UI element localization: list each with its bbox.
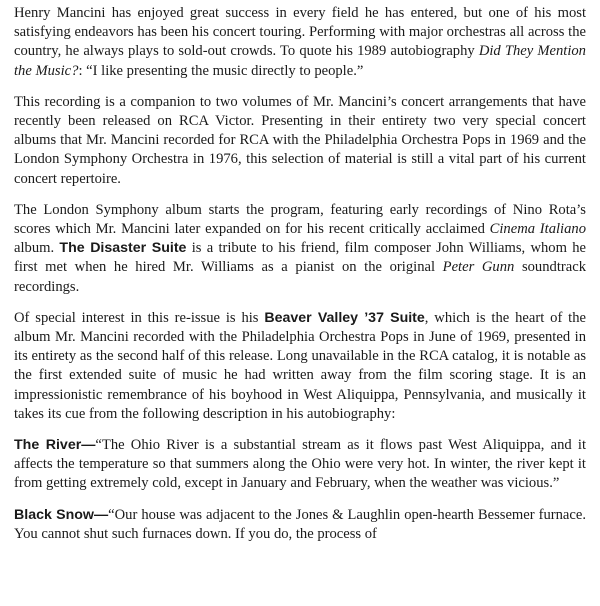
movement-title: Black Snow— (14, 506, 109, 523)
suite-title: The Disaster Suite (59, 240, 187, 257)
text-segment: Of special interest in this re-issue is his (14, 309, 265, 326)
suite-title: Beaver Valley ’37 Suite (264, 309, 425, 326)
soundtrack-title: Peter Gunn (442, 259, 515, 276)
paragraph-black-snow (14, 506, 586, 544)
text-segment: The London Symphony album starts the program, featuring early recordings of Nino Rota’s scores which Mr. Mancini later expanded on for his recent critically acclaimed (14, 201, 586, 238)
paragraph-concert-touring (14, 4, 586, 81)
liner-notes-text (14, 4, 586, 544)
text-segment: album. (14, 240, 60, 257)
text-segment: is a tribute to his friend, film composer John Williams, whom he first met when he hired Mr. Williams as a pianist on the original (14, 240, 586, 276)
text-segment: , which is the heart of the album Mr. Mancini recorded with the Philadelphia Orchestra Pops in June of 1969, presented in its entirety as the second half of this release. Long unavailable in the RCA catalog, it is notable as the first extended suite of music he had written away from the film scoring stage. It is an impressionistic remembrance of his boyhood in West Aliquippa, Pennsylvania, and musically it takes its cue from the following description in his autobiography: (14, 309, 586, 422)
text-segment: : “I like presenting the music directly to people.” (78, 62, 364, 79)
text-segment: This recording is a companion to two volumes of Mr. Mancini’s concert arrangements that have recently been released on RCA Victor. Presenting in their entirety two very special concert albums that Mr. Mancini recorded for RCA with the Philadelphia Orchestra Pops in 1969 and the London Symphony Orchestra in 1976, this selection of material is still a vital part of his current concert repertoire. (14, 93, 586, 187)
book-title: Did They Mention the Music? (14, 43, 586, 79)
paragraph-beaver-valley (14, 309, 586, 424)
album-title: Cinema Italiano (489, 221, 586, 238)
text-segment: “Our house was adjacent to the Jones & Laughlin open-hearth Bessemer furnace. You cannot shut such furnaces down. If you do, the process of (14, 506, 586, 542)
text-segment: soundtrack recordings. (14, 259, 586, 295)
text-segment: “The Ohio River is a substantial stream as it flows past West Aliquippa, and it affects the temperature so that summers along the Ohio were very hot. In winter, the river kept it from getting extremely cold, except in January and February, when the weather was vicious.” (14, 437, 586, 492)
paragraph-companion-recording (14, 93, 586, 189)
paragraph-london-symphony (14, 201, 586, 297)
paragraph-the-river (14, 436, 586, 494)
movement-title: The River— (14, 437, 96, 454)
text-segment: Henry Mancini has enjoyed great success in every field he has entered, but one of his most satisfying endeavors has been his concert touring. Performing with major orchestras all across the country, he always plays to sold-out crowds. To quote his 1989 autobiography (14, 5, 586, 60)
